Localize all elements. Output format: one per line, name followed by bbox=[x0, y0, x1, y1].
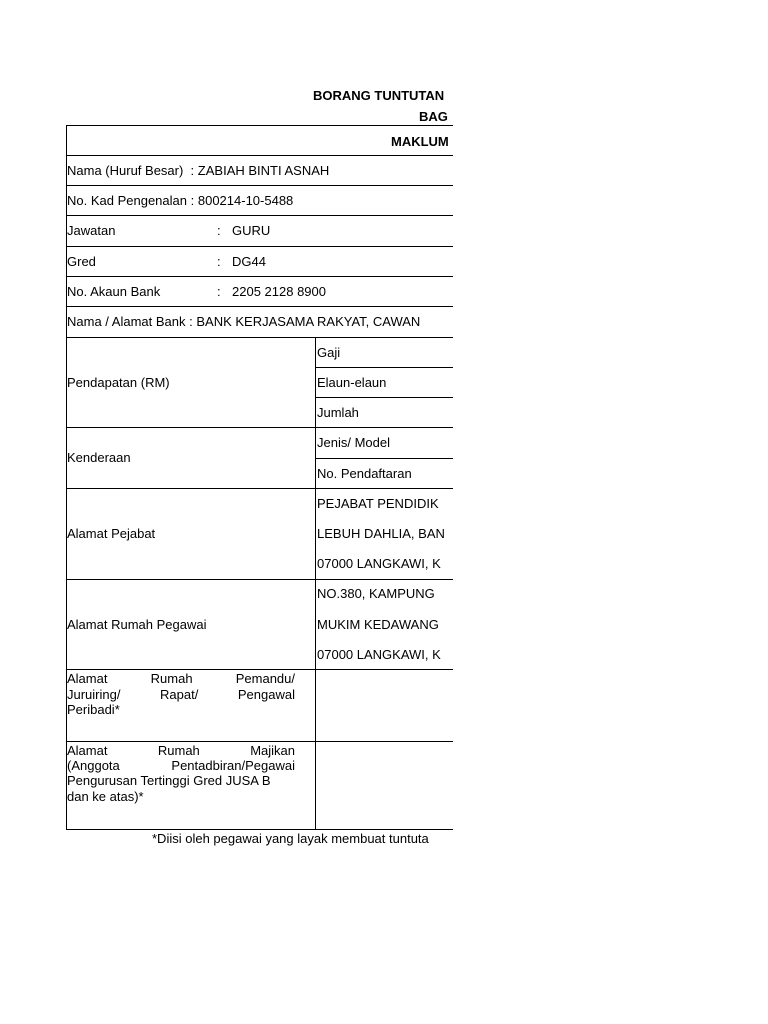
jawatan-sep: : bbox=[217, 223, 221, 238]
pemandu-word: Juruiring/ bbox=[67, 687, 121, 702]
nama-value: ZABIAH BINTI ASNAH bbox=[197, 163, 330, 178]
majikan-line4: dan ke atas)* bbox=[67, 789, 144, 804]
jawatan-label: Jawatan bbox=[67, 223, 116, 238]
footnote: *Diisi oleh pegawai yang layak membuat tuntuta bbox=[152, 831, 429, 846]
bank-sep: : bbox=[189, 314, 193, 329]
akaun-value: 2205 2128 8900 bbox=[232, 284, 326, 299]
alamat-rumah-line1: NO.380, KAMPUNG bbox=[317, 586, 435, 601]
majikan-line1 bbox=[67, 743, 295, 758]
row-divider bbox=[316, 397, 453, 398]
majikan-word: Rumah bbox=[157, 743, 200, 758]
majikan-word: Majikan bbox=[250, 743, 295, 758]
majikan-line2 bbox=[67, 758, 295, 773]
alamat-pejabat-label: Alamat Pejabat bbox=[67, 526, 156, 541]
pemandu-word: Rumah bbox=[150, 671, 193, 686]
row-divider bbox=[66, 669, 453, 670]
elaun-label: Elaun-elaun bbox=[317, 375, 387, 390]
row-divider bbox=[66, 185, 453, 186]
no-pendaftaran-label: No. Pendaftaran bbox=[317, 466, 412, 481]
pemandu-word: Pengawal bbox=[237, 687, 295, 702]
row-divider bbox=[66, 276, 453, 277]
column-divider bbox=[315, 337, 316, 830]
row-divider bbox=[66, 155, 453, 156]
akaun-label: No. Akaun Bank bbox=[67, 284, 161, 299]
bank-row bbox=[67, 314, 420, 329]
row-divider bbox=[66, 579, 453, 580]
row-divider bbox=[66, 337, 453, 338]
ic-label: No. Kad Pengenalan bbox=[67, 193, 187, 208]
pemandu-line2 bbox=[67, 687, 295, 702]
row-divider bbox=[66, 246, 453, 247]
alamat-pejabat-line2: LEBUH DAHLIA, BAN bbox=[317, 526, 445, 541]
row-divider bbox=[316, 367, 453, 368]
gred-sep: : bbox=[217, 254, 221, 269]
pendapatan-label: Pendapatan (RM) bbox=[67, 375, 170, 390]
bank-label: Nama / Alamat Bank bbox=[67, 314, 186, 329]
alamat-pejabat-line1: PEJABAT PENDIDIK bbox=[317, 496, 439, 511]
section-title: MAKLUM bbox=[391, 134, 449, 149]
row-divider bbox=[316, 458, 453, 459]
row-divider bbox=[66, 306, 453, 307]
pemandu-word: Pemandu/ bbox=[235, 671, 295, 686]
gred-label: Gred bbox=[67, 254, 96, 269]
form-subtitle: BAG bbox=[419, 109, 448, 124]
kenderaan-label: Kenderaan bbox=[67, 450, 131, 465]
pemandu-line1 bbox=[67, 671, 295, 686]
jenis-model-label: Jenis/ Model bbox=[317, 435, 390, 450]
alamat-rumah-label: Alamat Rumah Pegawai bbox=[67, 617, 207, 632]
gred-value: DG44 bbox=[232, 254, 266, 269]
majikan-word: Pentadbiran/Pegawai bbox=[171, 758, 295, 773]
jumlah-label: Jumlah bbox=[317, 405, 359, 420]
alamat-rumah-line2: MUKIM KEDAWANG bbox=[317, 617, 439, 632]
majikan-line3: Pengurusan Tertinggi Gred JUSA B bbox=[67, 773, 271, 788]
majikan-word: Alamat bbox=[67, 743, 108, 758]
nama-label: Nama (Huruf Besar) bbox=[67, 163, 184, 178]
alamat-rumah-line3: 07000 LANGKAWI, K bbox=[317, 647, 441, 662]
pemandu-word: Rapat/ bbox=[160, 687, 199, 702]
bank-value: BANK KERJASAMA RAKYAT, CAWAN bbox=[196, 314, 421, 329]
ic-value: 800214-10-5488 bbox=[197, 193, 294, 208]
pemandu-line3: Peribadi* bbox=[67, 702, 120, 717]
akaun-sep: : bbox=[217, 284, 221, 299]
majikan-word: (Anggota bbox=[67, 758, 120, 773]
row-divider bbox=[66, 741, 453, 742]
gaji-label: Gaji bbox=[317, 345, 341, 360]
nama-sep: : bbox=[190, 163, 195, 178]
row-divider bbox=[66, 427, 453, 428]
alamat-pejabat-line3: 07000 LANGKAWI, K bbox=[317, 556, 441, 571]
ic-sep: : bbox=[190, 193, 195, 208]
nama-row bbox=[67, 163, 329, 178]
pemandu-word: Alamat bbox=[67, 671, 108, 686]
jawatan-value: GURU bbox=[232, 223, 271, 238]
ic-row bbox=[67, 193, 293, 208]
row-divider bbox=[66, 488, 453, 489]
row-divider bbox=[66, 215, 453, 216]
form-title: BORANG TUNTUTAN bbox=[313, 88, 445, 103]
